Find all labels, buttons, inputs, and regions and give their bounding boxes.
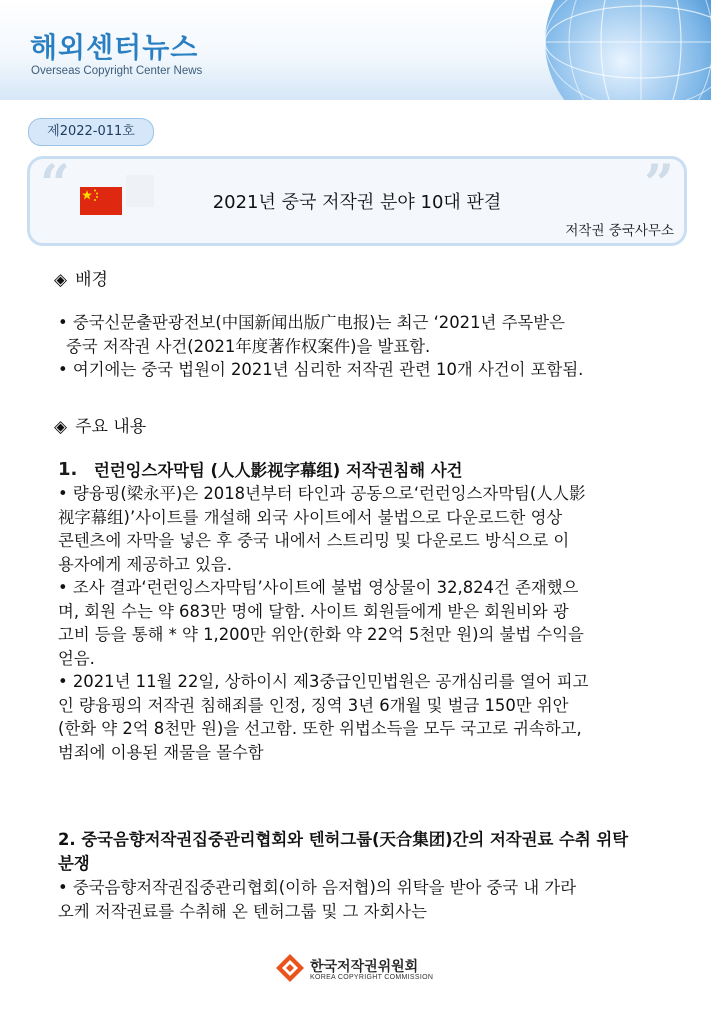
open-quote-icon: “ bbox=[40, 154, 70, 215]
close-quote-icon: ” bbox=[644, 154, 674, 215]
text-line: 오케 저작권료를 수취해 온 텐허그룹 및 그 자회사는 bbox=[58, 901, 427, 921]
kcc-logo-icon bbox=[274, 952, 306, 984]
text-line: • 조사 결과‘런런잉스자막팀’사이트에 불법 영상물이 32,824건 존재했으 bbox=[58, 578, 579, 597]
text-line: • 중국신문출판광전보(中国新闻出版广电报)는 최근 ‘2021년 주목받은 bbox=[58, 313, 565, 332]
globe-icon bbox=[541, 0, 711, 100]
section-heading-label: 주요 내용 bbox=[75, 417, 147, 437]
text-line: 고비 등을 통해 * 약 1,200만 위안(한화 약 22억 5천만 원)의 불법 수익을 bbox=[58, 625, 584, 644]
text-line: 범죄에 이용된 재물을 몰수함 bbox=[58, 742, 264, 762]
text-line: (한화 약 2억 8천만 원)을 선고함. 또한 위법소득을 모두 국고로 귀속하고, bbox=[58, 719, 582, 738]
section-heading-label: 배경 bbox=[75, 270, 108, 290]
diamond-bullet-icon: ◈ bbox=[54, 270, 68, 290]
case2-title-line1: 2. 중국음향저작권집중관리협회와 텐허그룹(天合集团)간의 저작권료 수취 위탁 bbox=[58, 830, 629, 849]
document-author: 저작권 중국사무소 bbox=[565, 223, 674, 239]
footer-org-name: 한국저작권위원회 bbox=[310, 959, 419, 975]
text-line: • 2021년 11월 22일, 상하이시 제3중급인민법원은 공개심리를 열어 피고 bbox=[58, 672, 589, 691]
case2-title-line2: 분쟁 bbox=[58, 854, 90, 873]
text-line: 인 량융핑의 저작권 침해죄를 인정, 징역 3년 6개월 및 벌금 150만 위안 bbox=[58, 695, 569, 715]
text-line: • 여기에는 중국 법원이 2021년 심리한 저작권 관련 10개 사건이 포함됨. bbox=[58, 360, 584, 379]
text-line: 콘텐츠에 자막을 넣은 후 중국 내에서 스트리밍 및 다운로드 방식으로 이 bbox=[58, 531, 570, 550]
text-line: 며, 회원 수는 약 683만 명에 달함. 사이트 회원들에게 받은 회원비와 광 bbox=[58, 601, 569, 621]
text-line: 视字幕组)’사이트를 개설해 외국 사이트에서 불법으로 다운로드한 영상 bbox=[58, 507, 563, 527]
diamond-bullet-icon: ◈ bbox=[54, 417, 68, 437]
document-title: 2021년 중국 저작권 분야 10대 판결 bbox=[212, 192, 502, 213]
footer-org-name-en: KOREA COPYRIGHT COMMISSION bbox=[310, 974, 434, 981]
case1-title: 런런잉스자막팀 (人人影视字幕组) 저작권침해 사건 bbox=[94, 461, 463, 480]
text-line: • 중국음향저작권집중관리협회(이하 음저협)의 위탁을 받아 중국 내 가라 bbox=[58, 878, 577, 897]
header-title: 해외센터뉴스 bbox=[30, 31, 199, 64]
text-line: • 량융핑(梁永平)은 2018년부터 타인과 공동으로‘런런잉스자막팀(人人影 bbox=[58, 484, 586, 503]
case2-paragraph bbox=[58, 876, 690, 923]
header-banner bbox=[0, 0, 711, 100]
text-line: 중국 저작권 사건(2021年度著作权案件)을 발표함. bbox=[66, 336, 431, 356]
text-line: 얻음. bbox=[58, 648, 95, 668]
section-heading-background bbox=[54, 265, 108, 290]
case-number: 1. bbox=[58, 459, 78, 480]
issue-number-badge: 제2022-011호 bbox=[28, 118, 154, 146]
background-paragraph bbox=[58, 311, 690, 382]
header-subtitle: Overseas Copyright Center News bbox=[31, 65, 203, 77]
title-box bbox=[27, 156, 687, 246]
case1-paragraph bbox=[58, 482, 690, 764]
section-heading-main bbox=[54, 412, 146, 437]
text-line: 용자에게 제공하고 있음. bbox=[58, 554, 232, 574]
